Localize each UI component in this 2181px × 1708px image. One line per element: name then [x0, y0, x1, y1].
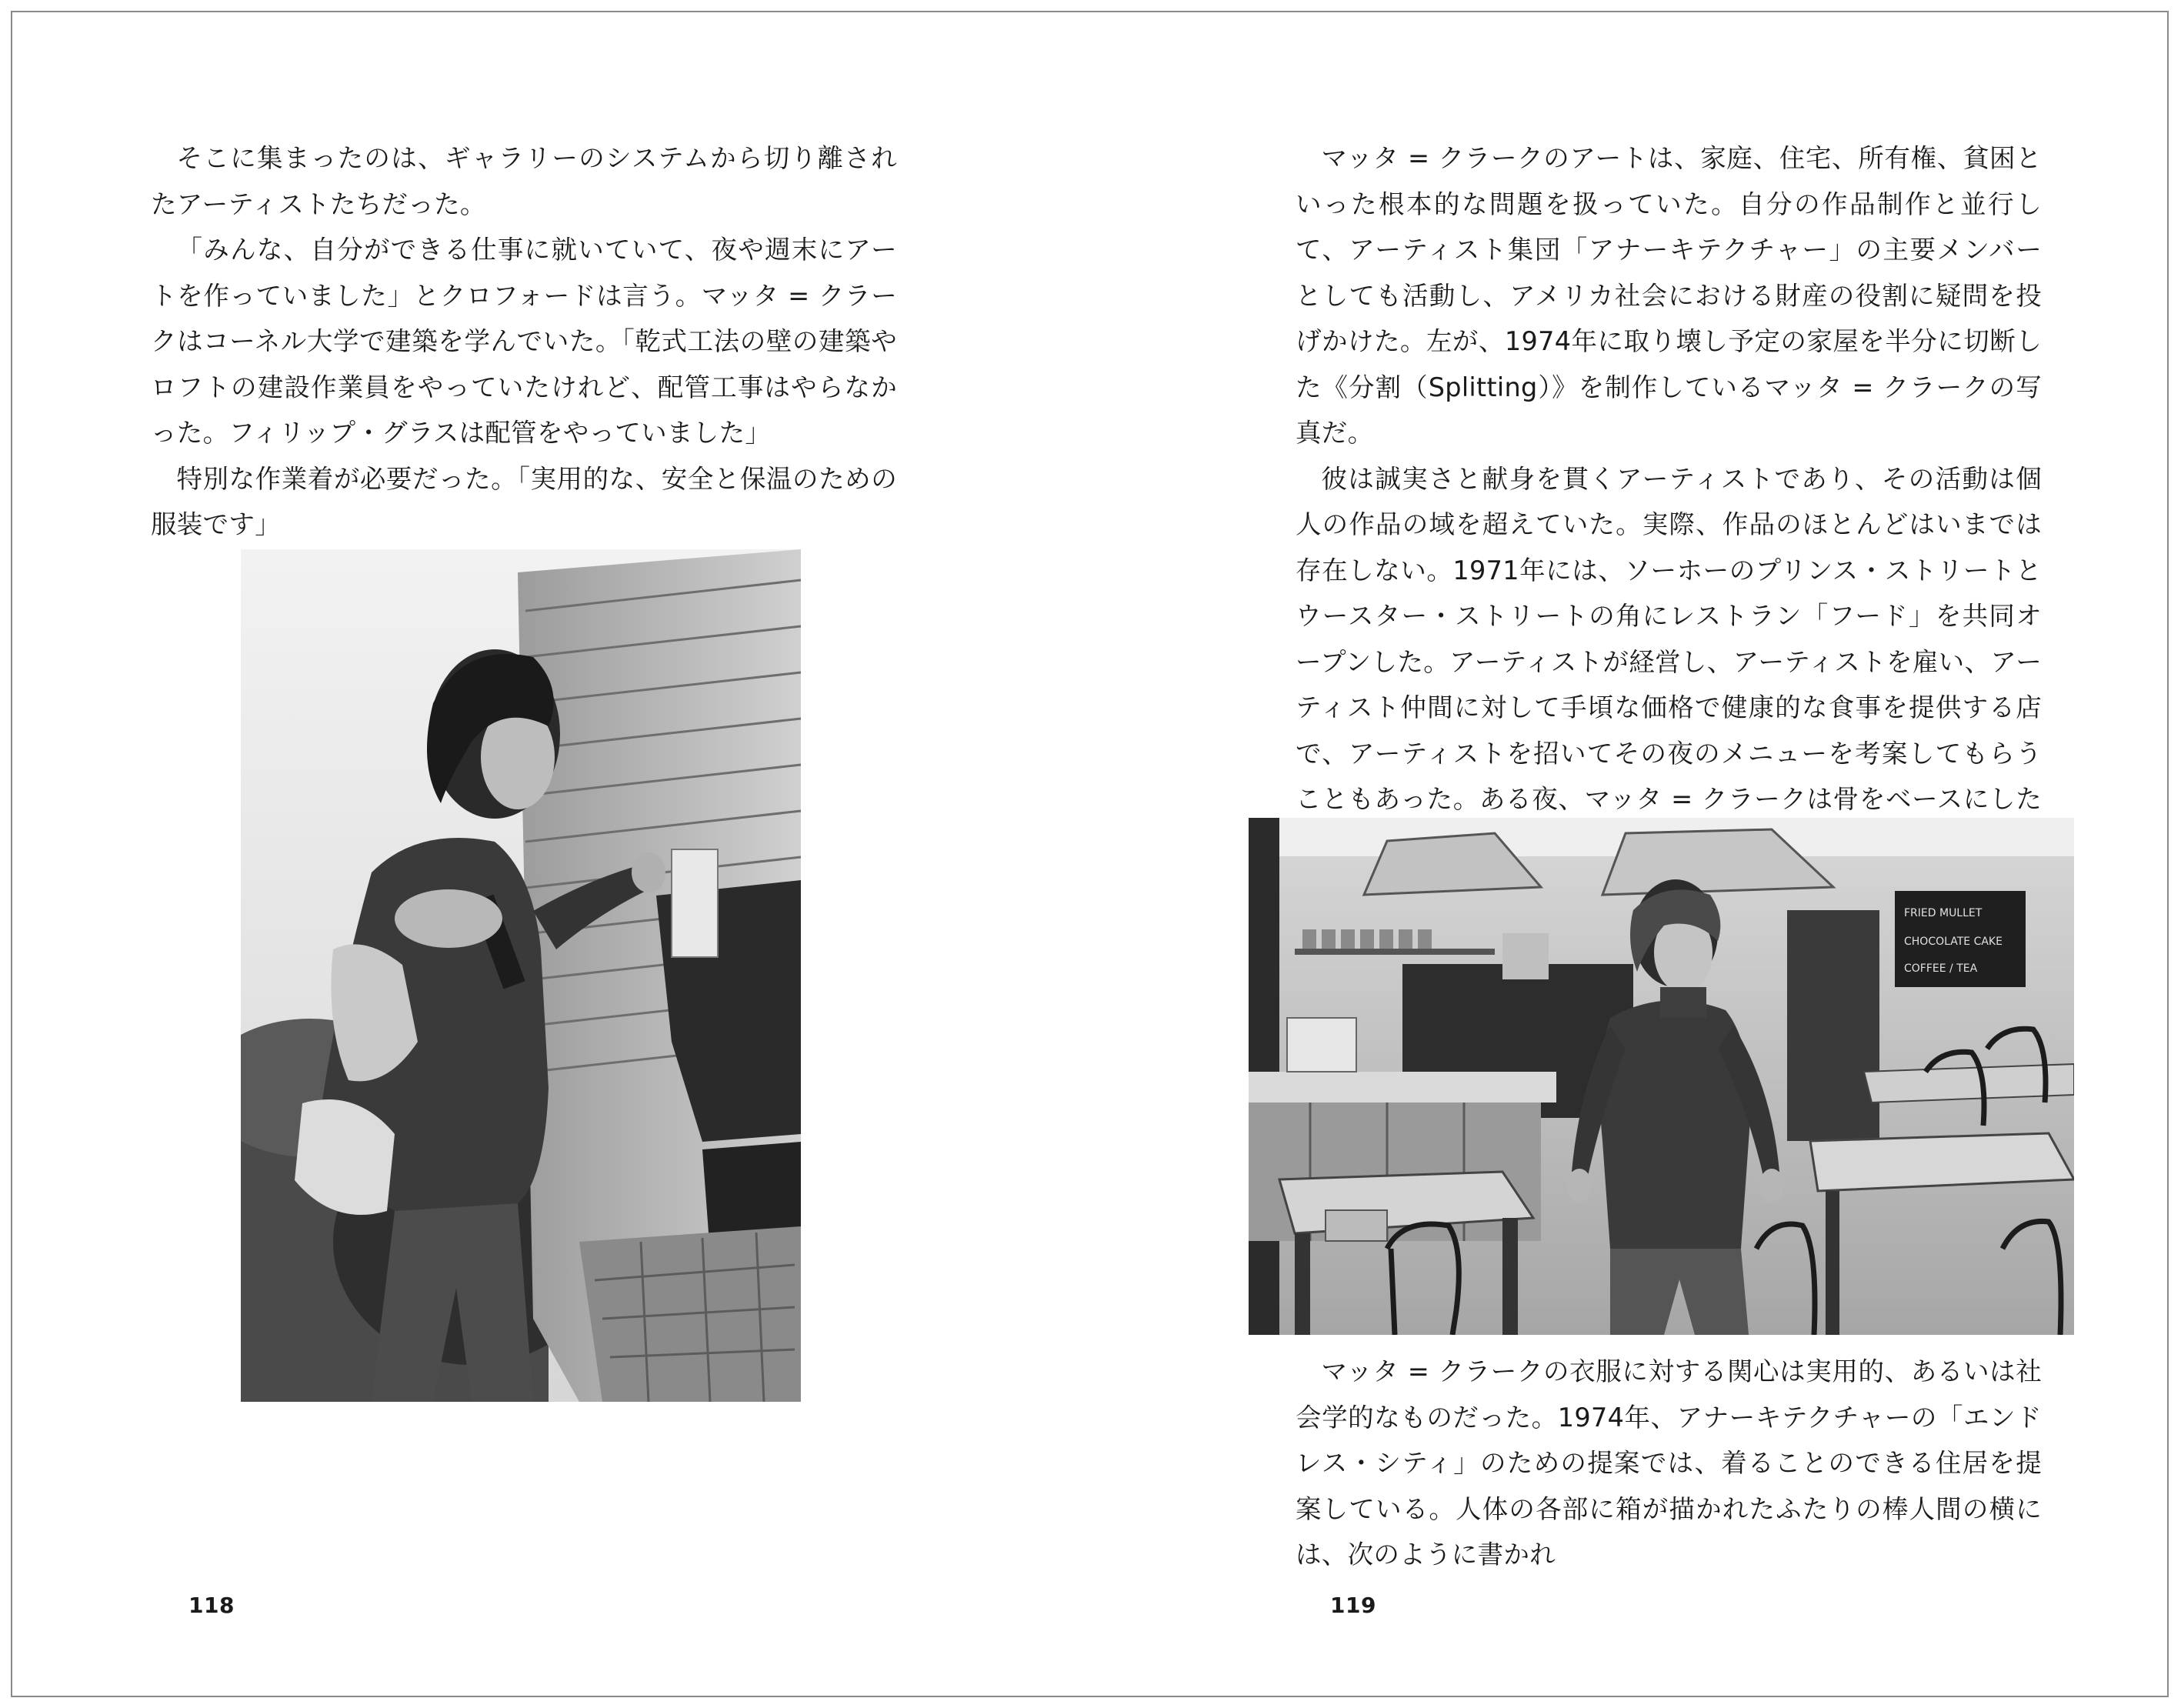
paragraph: マッタ = クラークのアートは、家庭、住宅、所有権、貧困といった根本的な問題を扱っていた。自分の作品制作と並行して、アーティスト集団「アナーキテクチャー」の主要メンバーとしても活動し、アメリカ社会における財産の役割に疑問を投げかけた。左が、1974年に取り壊し予定の家屋を半分に切断した《分割（Splitting）》を制作しているマッタ = クラークの写真だ。: [1296, 143, 2042, 448]
page-number: 119: [1330, 1593, 1376, 1618]
photo-illustration: [241, 549, 801, 1402]
photo-illustration: [1249, 818, 2074, 1335]
left-body-text: [151, 135, 897, 548]
photo-man-in-restaurant: [1249, 818, 2074, 1335]
paragraph: マッタ = クラークの衣服に対する関心は実用的、あるいは社会学的なものだった。1974年、アナーキテクチャーの「エンドレス・シティ」のための提案では、着ることのできる住居を提案している。人体の各部に箱が描かれたふたりの棒人間の横には、次のように書かれ: [1296, 1356, 2042, 1570]
paragraph: 「みんな、自分ができる仕事に就いていて、夜や週末にアートを作っていました」とクロフォードは言う。マッタ = クラークはコーネル大学で建築を学んでいた。「乾式工法の壁の建築やロフトの建設作業員をやっていたけれど、配管工事はやらなかった。フィリップ・グラスは配管をやっていました」: [151, 235, 897, 448]
paragraph-text: 彼は誠実さと献身を貫くアーティストであり、その活動は個人の作品の域を超えていた。実際、作品のほとんどはいまでは存在しない。1971年には、ソーホーのプリンス・ストリートとウースター・ストリートの角にレストラン「フード」を共同オープンした。アーティストが経営し、アーティストを雇い、アーティスト仲間に対して手頃な価格で健康的な食事を提供する店で、アーティストを招いてその夜のメニューを考案してもらうこともあった。ある夜、マッタ = クラークは骨をベースにした: [1296, 463, 2042, 814]
right-body-text-bottom: [1296, 1349, 2042, 1578]
paragraph: そこに集まったのは、ギャラリーのシステムから切り離されたアーティストたちだった。: [151, 143, 897, 219]
photo-man-at-house-wall: [241, 549, 801, 1402]
paragraph: 特別な作業着が必要だった。「実用的な、安全と保温のための服装です」: [151, 463, 897, 539]
menu-line: CHOCOLATE CAKE: [1904, 936, 2003, 948]
menu-line: COFFEE / TEA: [1904, 962, 1978, 975]
right-page: [1091, 0, 2181, 1708]
page-number: 118: [188, 1593, 235, 1618]
right-body-text-top: [1296, 135, 2042, 916]
menu-line: FRIED MULLET: [1904, 907, 1983, 919]
